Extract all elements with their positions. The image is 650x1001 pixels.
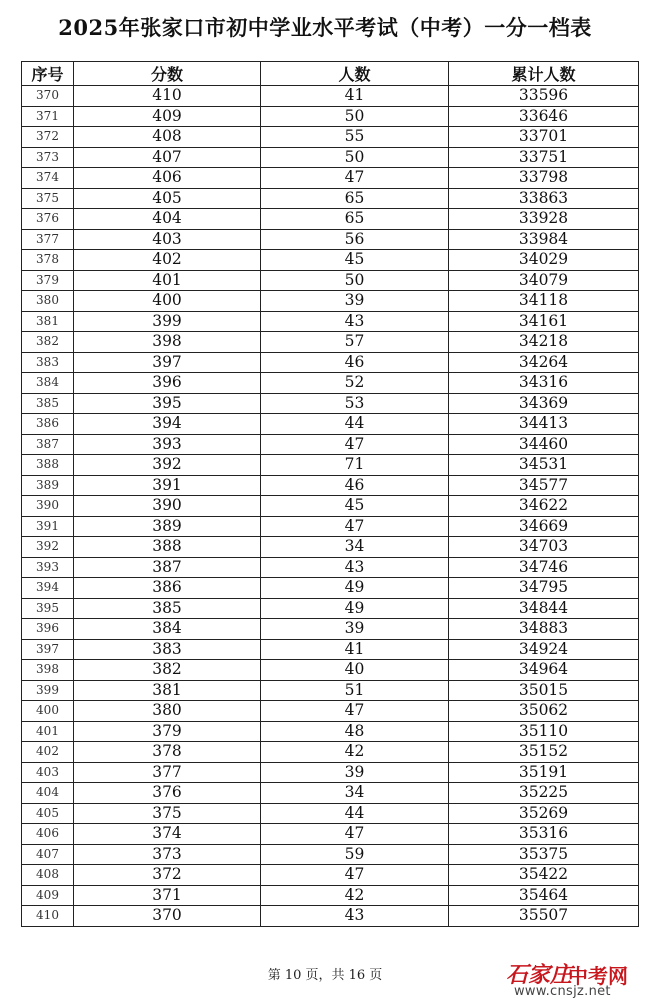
watermark-logo xyxy=(506,958,646,998)
cell-count: 71 xyxy=(261,455,449,476)
cell-score: 387 xyxy=(74,557,261,578)
table-row xyxy=(22,783,639,804)
cell-score: 409 xyxy=(74,106,261,127)
cell-cumulative: 33984 xyxy=(449,229,639,250)
cell-index: 390 xyxy=(22,496,74,517)
cell-cumulative: 34218 xyxy=(449,332,639,353)
cell-score: 393 xyxy=(74,434,261,455)
cell-score: 405 xyxy=(74,188,261,209)
header-count: 人数 xyxy=(261,62,449,86)
cell-score: 396 xyxy=(74,373,261,394)
cell-index: 371 xyxy=(22,106,74,127)
cell-score: 374 xyxy=(74,824,261,845)
cell-count: 47 xyxy=(261,168,449,189)
cell-cumulative: 35464 xyxy=(449,885,639,906)
cell-count: 57 xyxy=(261,332,449,353)
table-row xyxy=(22,106,639,127)
cell-cumulative: 34746 xyxy=(449,557,639,578)
watermark-brand: 石家庄 xyxy=(506,962,573,988)
table-row xyxy=(22,209,639,230)
table-row xyxy=(22,496,639,517)
cell-count: 47 xyxy=(261,516,449,537)
cell-count: 47 xyxy=(261,701,449,722)
cell-score: 381 xyxy=(74,680,261,701)
cell-index: 403 xyxy=(22,762,74,783)
cell-score: 399 xyxy=(74,311,261,332)
cell-score: 380 xyxy=(74,701,261,722)
cell-index: 384 xyxy=(22,373,74,394)
cell-index: 387 xyxy=(22,434,74,455)
cell-index: 405 xyxy=(22,803,74,824)
cell-index: 386 xyxy=(22,414,74,435)
cell-cumulative: 34703 xyxy=(449,537,639,558)
cell-count: 65 xyxy=(261,188,449,209)
table-row xyxy=(22,475,639,496)
cell-index: 392 xyxy=(22,537,74,558)
cell-score: 373 xyxy=(74,844,261,865)
cell-count: 43 xyxy=(261,906,449,927)
cell-score: 410 xyxy=(74,86,261,107)
cell-index: 402 xyxy=(22,742,74,763)
cell-score: 384 xyxy=(74,619,261,640)
cell-cumulative: 33863 xyxy=(449,188,639,209)
table-header-row xyxy=(22,62,639,86)
cell-count: 34 xyxy=(261,783,449,804)
cell-cumulative: 34531 xyxy=(449,455,639,476)
cell-count: 40 xyxy=(261,660,449,681)
cell-cumulative: 34264 xyxy=(449,352,639,373)
cell-score: 400 xyxy=(74,291,261,312)
cell-index: 395 xyxy=(22,598,74,619)
cell-score: 408 xyxy=(74,127,261,148)
table-row xyxy=(22,332,639,353)
table-row xyxy=(22,537,639,558)
cell-index: 379 xyxy=(22,270,74,291)
cell-count: 45 xyxy=(261,496,449,517)
cell-count: 50 xyxy=(261,147,449,168)
cell-index: 398 xyxy=(22,660,74,681)
cell-cumulative: 33701 xyxy=(449,127,639,148)
cell-index: 393 xyxy=(22,557,74,578)
cell-index: 375 xyxy=(22,188,74,209)
table-row xyxy=(22,516,639,537)
cell-score: 379 xyxy=(74,721,261,742)
cell-index: 389 xyxy=(22,475,74,496)
table-body xyxy=(22,86,639,927)
cell-score: 392 xyxy=(74,455,261,476)
cell-score: 398 xyxy=(74,332,261,353)
cell-cumulative: 34844 xyxy=(449,598,639,619)
cell-score: 383 xyxy=(74,639,261,660)
cell-count: 65 xyxy=(261,209,449,230)
cell-count: 52 xyxy=(261,373,449,394)
table-row xyxy=(22,598,639,619)
cell-index: 376 xyxy=(22,209,74,230)
table-row xyxy=(22,168,639,189)
cell-cumulative: 33646 xyxy=(449,106,639,127)
cell-cumulative: 33798 xyxy=(449,168,639,189)
cell-count: 48 xyxy=(261,721,449,742)
table-row xyxy=(22,824,639,845)
table-row xyxy=(22,762,639,783)
cell-count: 39 xyxy=(261,291,449,312)
cell-count: 43 xyxy=(261,557,449,578)
cell-score: 391 xyxy=(74,475,261,496)
cell-score: 378 xyxy=(74,742,261,763)
table-row xyxy=(22,188,639,209)
cell-index: 374 xyxy=(22,168,74,189)
cell-cumulative: 35062 xyxy=(449,701,639,722)
cell-count: 51 xyxy=(261,680,449,701)
cell-score: 407 xyxy=(74,147,261,168)
cell-count: 56 xyxy=(261,229,449,250)
cell-index: 370 xyxy=(22,86,74,107)
cell-index: 409 xyxy=(22,885,74,906)
cell-count: 43 xyxy=(261,311,449,332)
cell-score: 375 xyxy=(74,803,261,824)
cell-index: 383 xyxy=(22,352,74,373)
cell-cumulative: 34369 xyxy=(449,393,639,414)
cell-score: 401 xyxy=(74,270,261,291)
table-row xyxy=(22,352,639,373)
cell-index: 407 xyxy=(22,844,74,865)
page-footer: 第 10 页，共 16 页 xyxy=(267,968,383,983)
cell-index: 385 xyxy=(22,393,74,414)
cell-score: 406 xyxy=(74,168,261,189)
cell-index: 380 xyxy=(22,291,74,312)
cell-index: 372 xyxy=(22,127,74,148)
cell-cumulative: 34161 xyxy=(449,311,639,332)
cell-score: 376 xyxy=(74,783,261,804)
table-row xyxy=(22,660,639,681)
cell-score: 382 xyxy=(74,660,261,681)
table-row xyxy=(22,434,639,455)
table-row xyxy=(22,311,639,332)
cell-count: 45 xyxy=(261,250,449,271)
table-row xyxy=(22,86,639,107)
cell-score: 395 xyxy=(74,393,261,414)
cell-score: 377 xyxy=(74,762,261,783)
cell-count: 49 xyxy=(261,578,449,599)
table-row xyxy=(22,721,639,742)
cell-index: 397 xyxy=(22,639,74,660)
table-row xyxy=(22,865,639,886)
cell-count: 47 xyxy=(261,865,449,886)
watermark-url: www.cnsjz.net xyxy=(514,984,611,999)
header-score: 分数 xyxy=(74,62,261,86)
cell-score: 390 xyxy=(74,496,261,517)
header-index: 序号 xyxy=(22,62,74,86)
cell-index: 396 xyxy=(22,619,74,640)
table-row xyxy=(22,250,639,271)
cell-cumulative: 35316 xyxy=(449,824,639,845)
cell-cumulative: 34883 xyxy=(449,619,639,640)
cell-cumulative: 34118 xyxy=(449,291,639,312)
table-row xyxy=(22,373,639,394)
cell-count: 49 xyxy=(261,598,449,619)
cell-cumulative: 35507 xyxy=(449,906,639,927)
header-cumulative: 累计人数 xyxy=(449,62,639,86)
cell-cumulative: 33928 xyxy=(449,209,639,230)
cell-count: 50 xyxy=(261,106,449,127)
cell-score: 371 xyxy=(74,885,261,906)
table-row xyxy=(22,557,639,578)
cell-score: 386 xyxy=(74,578,261,599)
cell-count: 46 xyxy=(261,475,449,496)
cell-count: 42 xyxy=(261,742,449,763)
cell-count: 47 xyxy=(261,434,449,455)
cell-count: 53 xyxy=(261,393,449,414)
table-row xyxy=(22,742,639,763)
cell-cumulative: 35269 xyxy=(449,803,639,824)
cell-count: 44 xyxy=(261,803,449,824)
cell-cumulative: 34079 xyxy=(449,270,639,291)
table-row xyxy=(22,639,639,660)
cell-cumulative: 35191 xyxy=(449,762,639,783)
cell-index: 378 xyxy=(22,250,74,271)
cell-count: 34 xyxy=(261,537,449,558)
cell-count: 46 xyxy=(261,352,449,373)
table-row xyxy=(22,906,639,927)
page-title: 2025年张家口市初中学业水平考试（中考）一分一档表 xyxy=(58,15,592,40)
cell-count: 50 xyxy=(261,270,449,291)
table-row xyxy=(22,455,639,476)
cell-score: 403 xyxy=(74,229,261,250)
table-row xyxy=(22,127,639,148)
cell-index: 377 xyxy=(22,229,74,250)
cell-cumulative: 35375 xyxy=(449,844,639,865)
cell-count: 39 xyxy=(261,762,449,783)
table-row xyxy=(22,270,639,291)
table-row xyxy=(22,414,639,435)
cell-score: 372 xyxy=(74,865,261,886)
cell-cumulative: 34577 xyxy=(449,475,639,496)
cell-count: 47 xyxy=(261,824,449,845)
cell-index: 391 xyxy=(22,516,74,537)
cell-cumulative: 35110 xyxy=(449,721,639,742)
table-row xyxy=(22,147,639,168)
table-row xyxy=(22,578,639,599)
table-row xyxy=(22,680,639,701)
cell-cumulative: 34413 xyxy=(449,414,639,435)
score-table xyxy=(21,61,639,927)
table-row xyxy=(22,229,639,250)
cell-index: 373 xyxy=(22,147,74,168)
cell-count: 39 xyxy=(261,619,449,640)
table-row xyxy=(22,701,639,722)
cell-cumulative: 33751 xyxy=(449,147,639,168)
cell-index: 404 xyxy=(22,783,74,804)
cell-index: 382 xyxy=(22,332,74,353)
cell-count: 42 xyxy=(261,885,449,906)
cell-index: 408 xyxy=(22,865,74,886)
cell-cumulative: 35152 xyxy=(449,742,639,763)
cell-score: 370 xyxy=(74,906,261,927)
cell-index: 381 xyxy=(22,311,74,332)
cell-count: 55 xyxy=(261,127,449,148)
table-row xyxy=(22,844,639,865)
cell-score: 385 xyxy=(74,598,261,619)
cell-index: 388 xyxy=(22,455,74,476)
cell-count: 41 xyxy=(261,86,449,107)
cell-score: 394 xyxy=(74,414,261,435)
cell-cumulative: 34029 xyxy=(449,250,639,271)
cell-cumulative: 35225 xyxy=(449,783,639,804)
cell-count: 44 xyxy=(261,414,449,435)
cell-index: 410 xyxy=(22,906,74,927)
cell-cumulative: 34316 xyxy=(449,373,639,394)
table-row xyxy=(22,619,639,640)
cell-index: 406 xyxy=(22,824,74,845)
watermark-brand-suffix: 中考网 xyxy=(568,964,628,988)
cell-cumulative: 34795 xyxy=(449,578,639,599)
cell-score: 402 xyxy=(74,250,261,271)
cell-cumulative: 34622 xyxy=(449,496,639,517)
cell-score: 404 xyxy=(74,209,261,230)
cell-score: 388 xyxy=(74,537,261,558)
cell-cumulative: 35422 xyxy=(449,865,639,886)
cell-score: 389 xyxy=(74,516,261,537)
cell-cumulative: 33596 xyxy=(449,86,639,107)
cell-index: 394 xyxy=(22,578,74,599)
cell-score: 397 xyxy=(74,352,261,373)
cell-count: 59 xyxy=(261,844,449,865)
cell-count: 41 xyxy=(261,639,449,660)
cell-cumulative: 34964 xyxy=(449,660,639,681)
cell-cumulative: 34924 xyxy=(449,639,639,660)
cell-cumulative: 35015 xyxy=(449,680,639,701)
cell-cumulative: 34669 xyxy=(449,516,639,537)
cell-index: 400 xyxy=(22,701,74,722)
cell-index: 401 xyxy=(22,721,74,742)
table-row xyxy=(22,393,639,414)
table-row xyxy=(22,291,639,312)
cell-index: 399 xyxy=(22,680,74,701)
table-row xyxy=(22,885,639,906)
table-row xyxy=(22,803,639,824)
cell-cumulative: 34460 xyxy=(449,434,639,455)
